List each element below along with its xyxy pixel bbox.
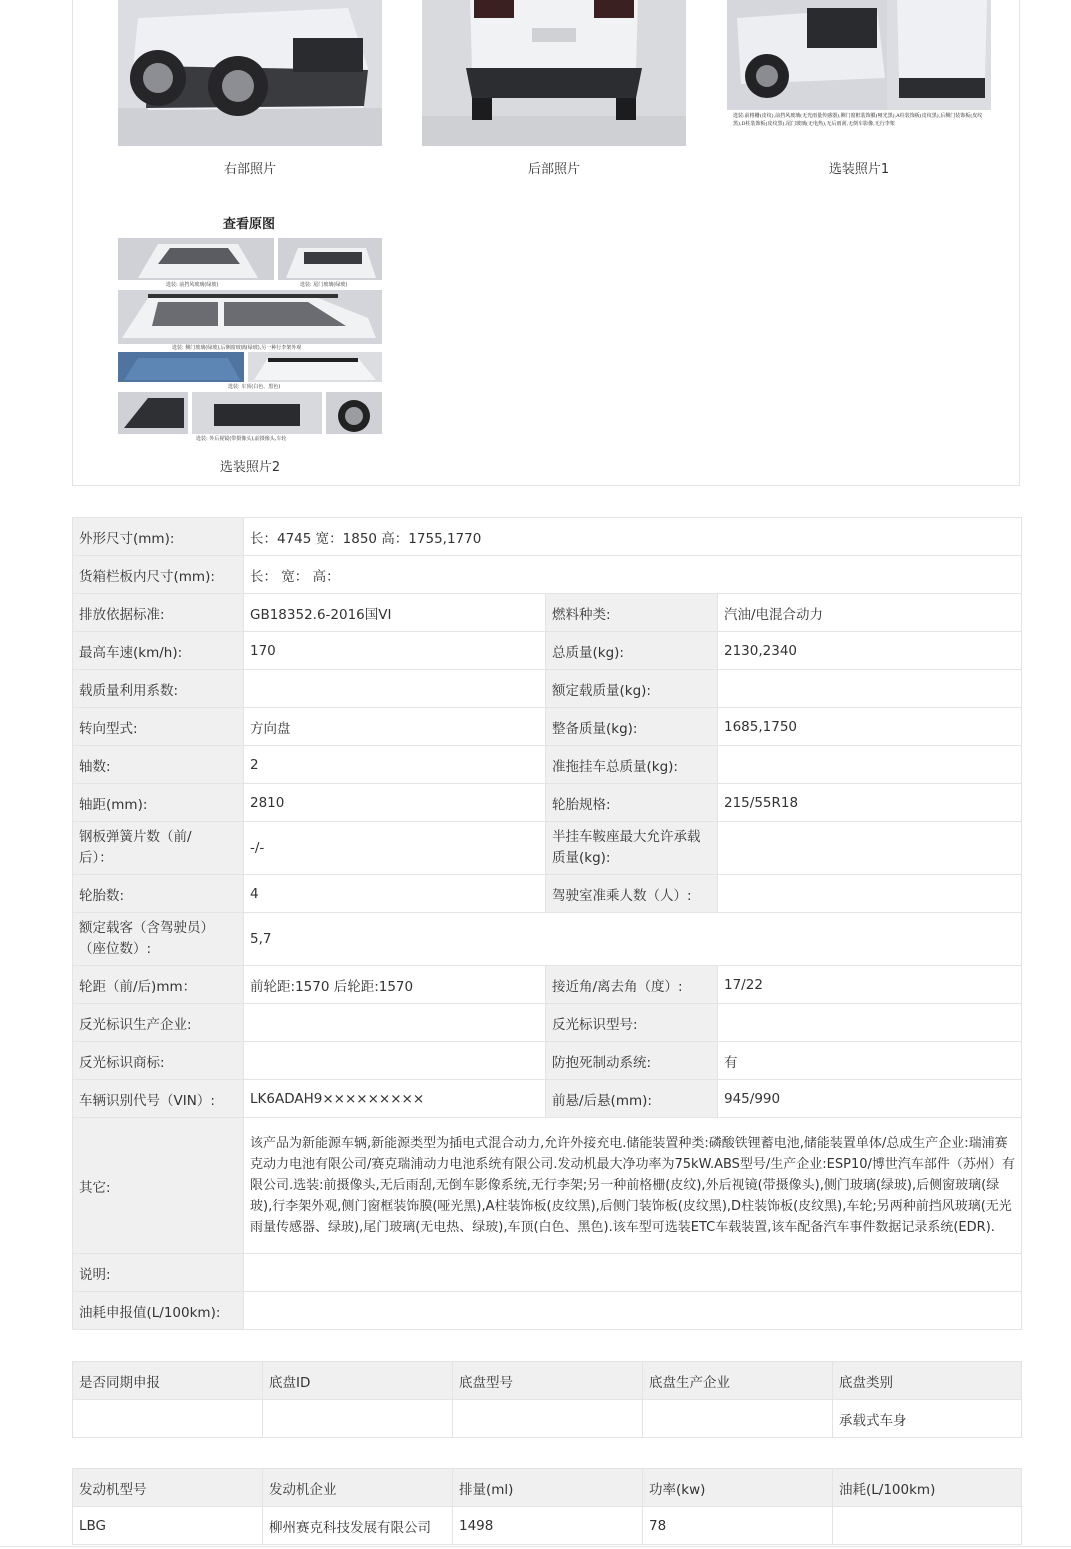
optional-photo-1-image xyxy=(727,0,991,110)
spec-row xyxy=(73,1080,1022,1118)
right-photo-image xyxy=(118,0,382,146)
engine-cell: 柳州赛克科技发展有限公司 xyxy=(263,1507,453,1545)
vin-value: LK6ADAH9××××××××× xyxy=(244,1080,546,1118)
wheelbase-label: 轴距(mm): xyxy=(73,784,244,822)
chassis-header-cell: 底盘生产企业 xyxy=(643,1362,833,1400)
spec-row xyxy=(73,875,1022,913)
steering-label: 转向型式: xyxy=(73,708,244,746)
engine-table xyxy=(72,1468,1022,1545)
axles-label: 轴数: xyxy=(73,746,244,784)
engine-header-cell: 油耗(L/100km) xyxy=(833,1469,1022,1507)
reflect-model-label: 反光标识型号: xyxy=(546,1004,718,1042)
seats-label xyxy=(73,913,244,966)
spec-row xyxy=(73,822,1022,875)
tire-value: 215/55R18 xyxy=(718,784,1022,822)
optional-photo-2-note-3: 选装: 侧门玻璃(绿玻),后侧窗玻璃(绿玻),另一种行李架外观 xyxy=(172,345,302,351)
engine-header-cell: 功率(kw) xyxy=(643,1469,833,1507)
seats-label-line-2: （座位数）: xyxy=(79,941,152,957)
cargo-label: 货箱栏板内尺寸(mm): xyxy=(73,556,244,594)
total-mass-label: 总质量(kg): xyxy=(546,632,718,670)
rear-photo-caption: 后部照片 xyxy=(527,162,580,177)
spec-row xyxy=(73,1254,1022,1292)
photo-panel xyxy=(72,0,1020,486)
saddle-label-line-2: 质量(kg): xyxy=(552,850,611,866)
optional-photo-2[interactable] xyxy=(118,238,382,448)
note-value xyxy=(244,1254,1022,1292)
engine-header-cell: 排量(ml) xyxy=(453,1469,643,1507)
optional-photo-2-collage xyxy=(118,238,382,448)
spring-label xyxy=(73,822,244,875)
engine-header-cell: 发动机企业 xyxy=(263,1469,453,1507)
vin-label: 车辆识别代号（VIN）: xyxy=(73,1080,244,1118)
chassis-cell xyxy=(453,1400,643,1438)
fuel-decl-value xyxy=(244,1292,1022,1330)
fuel-value: 汽油/电混合动力 xyxy=(718,594,1022,632)
engine-header-cell: 发动机型号 xyxy=(73,1469,263,1507)
total-mass-value: 2130,2340 xyxy=(718,632,1022,670)
rear-photo-image xyxy=(422,0,686,146)
other-label: 其它: xyxy=(73,1118,244,1254)
optional-photo-2-note-2: 选装: 尾门玻璃(绿玻) xyxy=(300,282,348,288)
chassis-header-cell: 底盘类别 xyxy=(833,1362,1022,1400)
seats-label-line-1: 额定载客（含驾驶员） xyxy=(79,920,214,936)
optional-photo-1[interactable] xyxy=(727,0,991,143)
chassis-cell xyxy=(73,1400,263,1438)
spec-row xyxy=(73,556,1022,594)
trailer-label: 准拖挂车总质量(kg): xyxy=(546,746,718,784)
chassis-table xyxy=(72,1361,1022,1438)
spec-table xyxy=(72,517,1022,1330)
curb-value: 1685,1750 xyxy=(718,708,1022,746)
note-label: 说明: xyxy=(73,1254,244,1292)
cargo-value: 长： 宽： 高： xyxy=(244,556,1022,594)
right-photo[interactable] xyxy=(118,0,382,146)
reflect-brand-label: 反光标识商标: xyxy=(73,1042,244,1080)
spec-row xyxy=(73,518,1022,556)
spring-label-line-2: 后）： xyxy=(79,850,113,866)
engine-header-row xyxy=(73,1469,1022,1507)
tire-label: 轮胎规格: xyxy=(546,784,718,822)
load-util-value xyxy=(244,670,546,708)
dimensions-label: 外形尺寸(mm): xyxy=(73,518,244,556)
view-original-label[interactable]: 查看原图 xyxy=(223,217,276,232)
rated-load-label: 额定载质量(kg): xyxy=(546,670,718,708)
optional-photo-2-note-1: 选装: 前挡风玻璃(绿玻) xyxy=(166,282,219,288)
trailer-value xyxy=(718,746,1022,784)
seats-value: 5,7 xyxy=(244,913,1022,966)
steering-value: 方向盘 xyxy=(244,708,546,746)
spec-row xyxy=(73,1004,1022,1042)
angle-value: 17/22 xyxy=(718,966,1022,1004)
view-original-link[interactable] xyxy=(223,213,423,232)
track-label: 轮距（前/后)mm： xyxy=(73,966,244,1004)
spec-row xyxy=(73,1292,1022,1330)
speed-label: 最高车速(km/h): xyxy=(73,632,244,670)
speed-value: 170 xyxy=(244,632,546,670)
engine-cell: 1498 xyxy=(453,1507,643,1545)
chassis-header-cell: 是否同期申报 xyxy=(73,1362,263,1400)
abs-value: 有 xyxy=(718,1042,1022,1080)
optional-photo-2-note-4: 选装: 车顶(白色、黑色) xyxy=(228,384,281,390)
spec-row xyxy=(73,632,1022,670)
chassis-header-cell: 底盘ID xyxy=(263,1362,453,1400)
other-value: 该产品为新能源车辆,新能源类型为插电式混合动力,允许外接充电.储能装置种类:磷酸铁锂蓄电池,储能装置单体/总成生产企业:瑞浦赛克动力电池有限公司/赛克瑞浦动力电池系统有限公司.发动机最大净功率为75kW.ABS型号/生产企业:ESP10/博世汽车部件（苏州）有限公司.选装:前摄像头,无后雨刮,无倒车影像系统,无行李架;另一种前格栅(皮纹),外后视镜(带摄像头),侧门玻璃(绿玻),后侧窗玻璃(绿玻),行李架外观,侧门窗框装饰膜(哑光黑),A柱装饰板(皮纹黑),后侧门装饰板(皮纹黑),D柱装饰板(皮纹黑),车轮;另两种前挡风玻璃(无光雨量传感器、绿玻),尾门玻璃(无电热、绿玻),车顶(白色、黑色).该车型可选装ETC车载装置,该车配备汽车事件数据记录系统(EDR). xyxy=(244,1118,1022,1254)
page-bottom-divider xyxy=(0,1546,1071,1547)
chassis-header-cell: 底盘型号 xyxy=(453,1362,643,1400)
reflect-brand-value xyxy=(244,1042,546,1080)
emission-value: GB18352.6-2016国VI xyxy=(244,594,546,632)
spring-value: -/- xyxy=(244,822,546,875)
reflect-maker-value xyxy=(244,1004,546,1042)
spec-row xyxy=(73,1118,1022,1254)
spec-row xyxy=(73,913,1022,966)
spec-row xyxy=(73,784,1022,822)
cab-label: 驾驶室准乘人数（人）: xyxy=(546,875,718,913)
saddle-value xyxy=(718,822,1022,875)
optional-photo-1-note: 选装:前格栅(皮纹),前挡风玻璃(无光雨量传感器),侧门窗框装饰膜(哑光黑),A柱装饰板(皮纹黑),后侧门装饰板(皮纹黑),D柱装饰板(皮纹黑),尾门玻璃(无电热),无后雨刮,无倒车影像,无行李架 xyxy=(733,113,983,127)
optional-photo-2-caption: 选装照片2 xyxy=(219,460,281,475)
spec-row xyxy=(73,746,1022,784)
chassis-data-row xyxy=(73,1400,1022,1438)
abs-label: 防抱死制动系统: xyxy=(546,1042,718,1080)
engine-data-row xyxy=(73,1507,1022,1545)
load-util-label: 载质量利用系数: xyxy=(73,670,244,708)
chassis-header-row xyxy=(73,1362,1022,1400)
reflect-model-value xyxy=(718,1004,1022,1042)
chassis-cell: 承载式车身 xyxy=(833,1400,1022,1438)
dimensions-value: 长：4745 宽：1850 高：1755,1770 xyxy=(244,518,1022,556)
spec-row xyxy=(73,594,1022,632)
fuel-decl-label: 油耗申报值(L/100km): xyxy=(73,1292,244,1330)
reflect-maker-label: 反光标识生产企业: xyxy=(73,1004,244,1042)
right-photo-caption: 右部照片 xyxy=(223,162,276,177)
overhang-value: 945/990 xyxy=(718,1080,1022,1118)
angle-label: 接近角/离去角（度）: xyxy=(546,966,718,1004)
spec-row xyxy=(73,708,1022,746)
engine-cell: LBG xyxy=(73,1507,263,1545)
axles-value: 2 xyxy=(244,746,546,784)
overhang-label: 前悬/后悬(mm): xyxy=(546,1080,718,1118)
cab-value xyxy=(718,875,1022,913)
fuel-label: 燃料种类: xyxy=(546,594,718,632)
spec-row xyxy=(73,1042,1022,1080)
saddle-label-line-1: 半挂车鞍座最大允许承载 xyxy=(552,829,701,845)
tires-count-label: 轮胎数: xyxy=(73,875,244,913)
optional-photo-2-note-5: 选装: 外后视镜(带摄像头),前摄像头,车轮 xyxy=(196,436,287,442)
rated-load-value xyxy=(718,670,1022,708)
engine-cell xyxy=(833,1507,1022,1545)
spec-row xyxy=(73,670,1022,708)
engine-cell: 78 xyxy=(643,1507,833,1545)
saddle-label xyxy=(546,822,718,875)
chassis-cell xyxy=(263,1400,453,1438)
chassis-cell xyxy=(643,1400,833,1438)
wheelbase-value: 2810 xyxy=(244,784,546,822)
optional-photo-1-caption: 选装照片1 xyxy=(828,162,890,177)
track-value: 前轮距:1570 后轮距:1570 xyxy=(244,966,546,1004)
rear-photo[interactable] xyxy=(422,0,686,146)
curb-label: 整备质量(kg): xyxy=(546,708,718,746)
spring-label-line-1: 钢板弹簧片数（前/ xyxy=(79,829,192,845)
tires-count-value: 4 xyxy=(244,875,546,913)
spec-row xyxy=(73,966,1022,1004)
emission-label: 排放依据标准: xyxy=(73,594,244,632)
